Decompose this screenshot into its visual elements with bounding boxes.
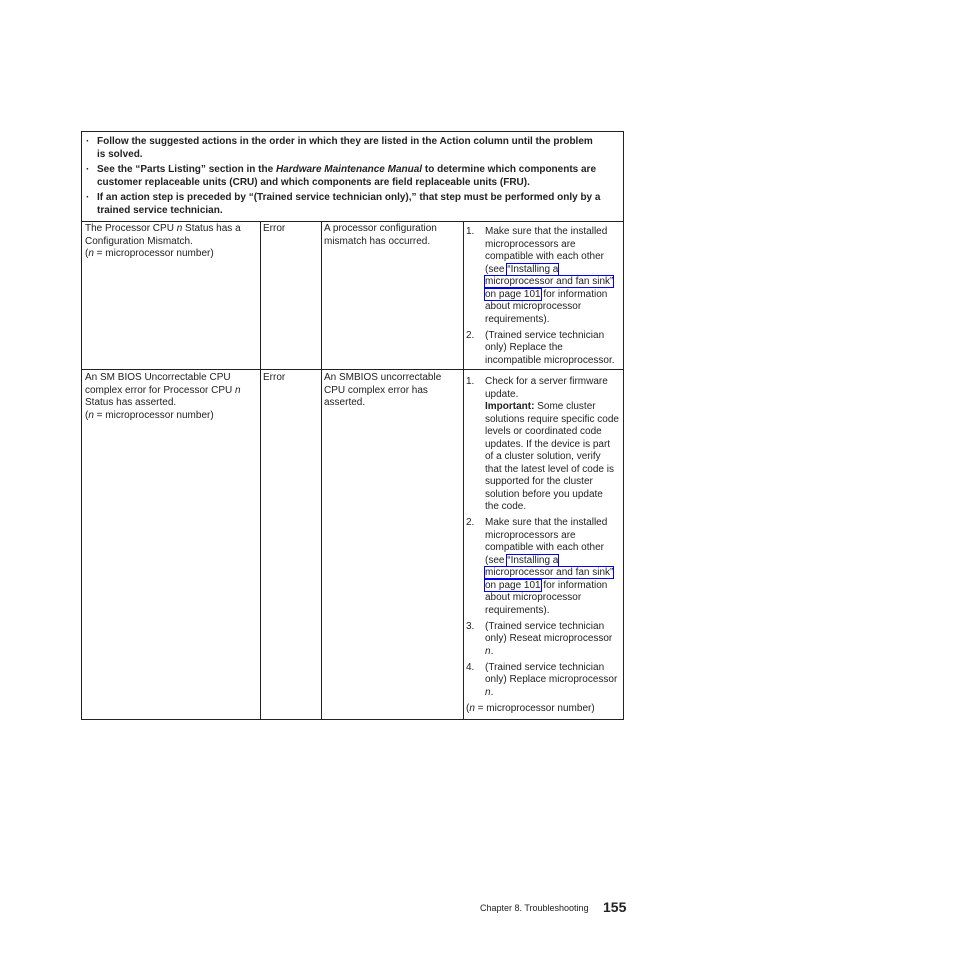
cross-reference-link[interactable]: microprocessor and fan sink” bbox=[485, 276, 614, 287]
text-segment: for information bbox=[540, 288, 608, 300]
text-segment: The Processor CPU bbox=[85, 223, 177, 234]
text-line bbox=[485, 401, 619, 414]
text-segment: Configuration Mismatch. bbox=[85, 235, 193, 247]
text-segment: only) Reseat microprocessor bbox=[485, 633, 613, 644]
text-line bbox=[85, 410, 241, 423]
text-segment: microprocessors are bbox=[485, 238, 576, 250]
text-line bbox=[485, 592, 619, 605]
row-1-message bbox=[85, 223, 241, 261]
text-line bbox=[485, 542, 619, 555]
text-line bbox=[485, 451, 619, 464]
text-segment: compatible with each other bbox=[485, 251, 604, 262]
text-segment: (Trained service technician bbox=[485, 661, 605, 673]
table-header-notes bbox=[86, 136, 618, 220]
text-segment: that the latest level of code is bbox=[485, 463, 614, 475]
text-segment: levels or coordinated code bbox=[485, 426, 602, 437]
text-line bbox=[485, 355, 615, 368]
divider bbox=[321, 221, 322, 719]
text-line bbox=[85, 385, 241, 398]
text-segment: supported for the cluster bbox=[485, 476, 593, 487]
header-bullet bbox=[86, 136, 618, 161]
text-segment: compatible with each other bbox=[485, 542, 604, 553]
text-segment: Status has a bbox=[182, 223, 241, 234]
text-segment: requirements). bbox=[485, 604, 550, 616]
text-segment: incompatible microprocessor. bbox=[485, 354, 615, 366]
text-segment: = microprocessor number) bbox=[93, 409, 214, 421]
text-segment: Make sure that the installed bbox=[485, 226, 608, 237]
text-line bbox=[485, 414, 619, 427]
text-segment: update. bbox=[485, 388, 519, 400]
action-step bbox=[466, 226, 615, 326]
text-segment: of a cluster solution, verify bbox=[485, 451, 601, 462]
text-segment: Important: bbox=[485, 401, 535, 412]
text-line bbox=[324, 397, 441, 410]
action-step bbox=[466, 662, 619, 700]
text-segment: n bbox=[88, 248, 94, 259]
text-segment: Check for a server firmware bbox=[485, 376, 608, 387]
row-2-message bbox=[85, 372, 241, 422]
text-line bbox=[485, 226, 615, 239]
text-line bbox=[485, 426, 619, 439]
text-segment: to determine which components are bbox=[422, 164, 597, 175]
text-segment: solution before you update bbox=[485, 488, 603, 500]
action-note bbox=[466, 703, 619, 716]
text-segment: An SMBIOS uncorrectable bbox=[324, 372, 442, 383]
text-line bbox=[485, 276, 615, 289]
text-line bbox=[97, 192, 618, 205]
text-segment: trained service technician. bbox=[97, 204, 223, 216]
text-line bbox=[324, 223, 437, 236]
text-segment: n bbox=[469, 702, 475, 714]
divider bbox=[260, 221, 261, 719]
step-number: 2. bbox=[466, 517, 475, 528]
text-segment: An SM BIOS Uncorrectable CPU bbox=[85, 372, 231, 383]
action-step bbox=[466, 376, 619, 514]
text-line bbox=[485, 555, 619, 568]
text-segment: is solved. bbox=[97, 148, 143, 160]
text-segment: solutions require specific code bbox=[485, 413, 619, 425]
text-segment: Status has asserted. bbox=[85, 397, 177, 408]
step-number: 3. bbox=[466, 620, 475, 632]
text-line bbox=[485, 239, 615, 252]
step-number: 1. bbox=[466, 226, 475, 237]
text-segment: Error bbox=[263, 372, 286, 383]
chapter-label: Chapter 8. Troubleshooting bbox=[480, 903, 589, 913]
header-bullet bbox=[86, 164, 618, 189]
row-1-actions bbox=[466, 226, 615, 371]
action-step bbox=[466, 330, 615, 368]
text-line bbox=[85, 397, 241, 410]
text-segment: mismatch has occurred. bbox=[324, 235, 431, 247]
text-segment: A processor configuration bbox=[324, 223, 437, 234]
text-segment: n bbox=[235, 384, 241, 396]
text-line bbox=[485, 476, 619, 489]
text-line bbox=[485, 264, 615, 277]
text-line bbox=[485, 376, 619, 389]
divider bbox=[463, 221, 464, 719]
text-segment: ( bbox=[85, 248, 89, 259]
text-segment: CPU complex error has bbox=[324, 384, 428, 396]
text-segment: ( bbox=[466, 702, 470, 714]
text-segment: Error bbox=[263, 223, 286, 234]
text-line bbox=[485, 580, 619, 593]
text-segment: (Trained service technician bbox=[485, 329, 605, 341]
row-2-explanation bbox=[324, 372, 441, 410]
text-segment: (Trained service technician bbox=[485, 620, 605, 632]
text-segment: = microprocessor number) bbox=[474, 702, 595, 714]
text-line bbox=[485, 674, 619, 687]
header-bullet bbox=[86, 192, 618, 217]
text-line bbox=[85, 236, 241, 249]
text-line bbox=[85, 223, 241, 236]
text-segment: Make sure that the installed bbox=[485, 517, 608, 528]
cross-reference-link[interactable]: on page 101 bbox=[485, 579, 541, 591]
text-segment: (see bbox=[485, 263, 508, 275]
text-line bbox=[263, 372, 285, 385]
text-line bbox=[485, 621, 619, 634]
text-line bbox=[97, 164, 618, 177]
text-segment: n bbox=[176, 223, 183, 234]
text-segment: about microprocessor bbox=[485, 592, 582, 603]
row-1-type bbox=[263, 223, 285, 236]
text-segment: only) Replace microprocessor bbox=[485, 674, 618, 685]
text-line bbox=[97, 205, 618, 218]
text-line bbox=[324, 385, 441, 398]
text-segment: = microprocessor number) bbox=[93, 248, 214, 259]
text-segment: complex error for Processor CPU bbox=[85, 384, 236, 396]
text-line bbox=[485, 633, 619, 646]
text-segment: If an action step is preceded by “(Trained service technician only),” that step must be performed only by a bbox=[97, 192, 601, 203]
text-line bbox=[485, 389, 619, 402]
error-table bbox=[81, 131, 624, 720]
text-segment: n bbox=[88, 409, 94, 421]
step-number: 2. bbox=[466, 329, 475, 341]
text-segment: Some cluster bbox=[534, 401, 596, 412]
text-line bbox=[97, 149, 618, 162]
page-number: 155 bbox=[603, 899, 627, 915]
text-line bbox=[485, 489, 619, 502]
cross-reference-link[interactable]: “Installing a bbox=[507, 554, 559, 566]
text-line bbox=[485, 289, 615, 302]
text-line bbox=[97, 177, 618, 190]
text-segment: . bbox=[490, 686, 494, 698]
action-step bbox=[466, 621, 619, 659]
row-1-explanation bbox=[324, 223, 437, 248]
text-segment: n bbox=[485, 645, 491, 657]
text-line bbox=[485, 687, 619, 700]
text-segment: See the “Parts Listing” section in the bbox=[97, 164, 276, 175]
text-segment: asserted. bbox=[324, 397, 366, 408]
text-segment: Follow the suggested actions in the order in which they are listed in the Action column until the problem bbox=[97, 136, 593, 147]
text-segment: requirements). bbox=[485, 313, 550, 325]
cross-reference-link[interactable]: microprocessor and fan sink” bbox=[485, 567, 614, 578]
text-line bbox=[85, 372, 241, 385]
text-line bbox=[485, 314, 615, 327]
text-line bbox=[485, 330, 615, 343]
text-line bbox=[485, 464, 619, 477]
text-segment: microprocessors are bbox=[485, 529, 576, 541]
text-line bbox=[485, 605, 619, 618]
text-line bbox=[485, 342, 615, 355]
step-number: 1. bbox=[466, 376, 475, 387]
text-line bbox=[485, 439, 619, 452]
cross-reference-link[interactable]: on page 101 bbox=[485, 288, 541, 300]
text-segment: updates. If the device is part bbox=[485, 438, 611, 450]
text-line bbox=[485, 530, 619, 543]
row-2-actions bbox=[466, 376, 619, 715]
text-line bbox=[263, 223, 285, 236]
text-segment: only) Replace the bbox=[485, 342, 563, 353]
text-line bbox=[485, 301, 615, 314]
text-segment: (see bbox=[485, 554, 508, 566]
text-segment: about microprocessor bbox=[485, 301, 582, 312]
text-line bbox=[324, 236, 437, 249]
text-segment: n bbox=[485, 686, 491, 698]
text-line bbox=[97, 136, 618, 149]
text-line bbox=[485, 662, 619, 675]
text-segment: ( bbox=[85, 409, 89, 421]
text-line bbox=[485, 501, 619, 514]
row-2-type bbox=[263, 372, 285, 385]
text-line bbox=[85, 248, 241, 261]
text-line bbox=[485, 646, 619, 659]
text-segment: Hardware Maintenance Manual bbox=[275, 164, 423, 175]
text-line bbox=[485, 517, 619, 530]
text-line bbox=[324, 372, 441, 385]
text-segment: the code. bbox=[485, 501, 527, 512]
text-segment: for information bbox=[540, 579, 608, 591]
divider bbox=[82, 221, 623, 222]
text-segment: . bbox=[490, 645, 494, 657]
text-line bbox=[485, 567, 619, 580]
text-segment: customer replaceable units (CRU) and which components are field replaceable units (FRU). bbox=[97, 176, 530, 188]
step-number: 4. bbox=[466, 661, 475, 673]
action-step bbox=[466, 517, 619, 617]
text-line bbox=[485, 251, 615, 264]
cross-reference-link[interactable]: “Installing a bbox=[507, 263, 559, 275]
text-line bbox=[466, 703, 619, 716]
